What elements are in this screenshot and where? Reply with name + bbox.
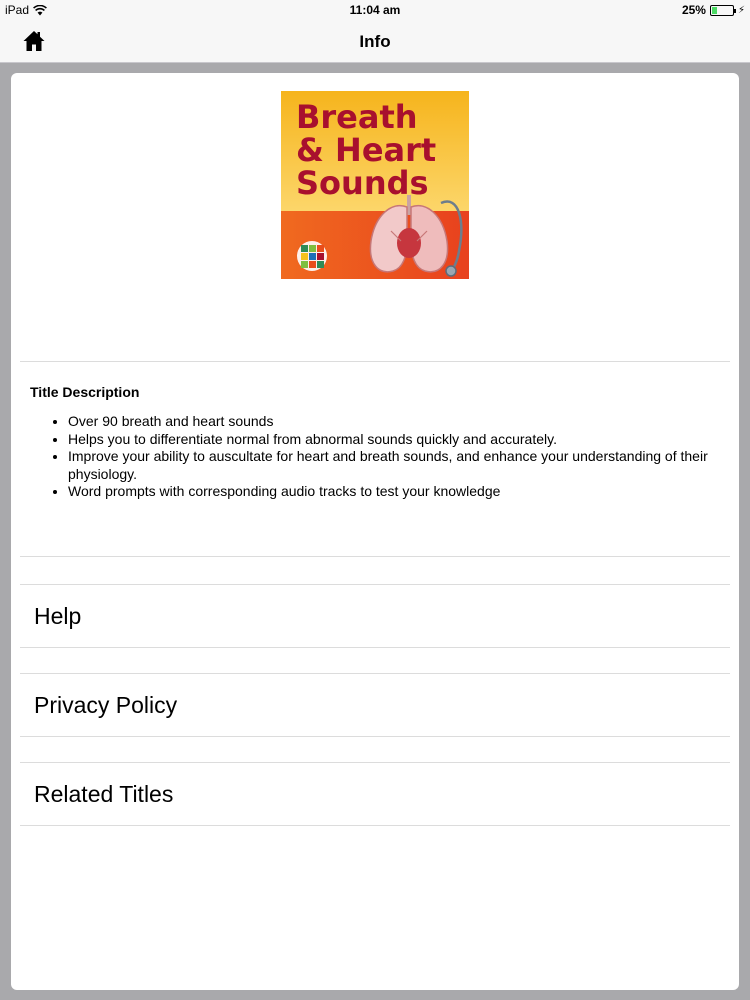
cover-title-line1: Breath: [296, 98, 418, 136]
page-title: Info: [359, 32, 391, 51]
divider: [20, 361, 730, 362]
help-label: Help: [34, 603, 82, 629]
status-right: [682, 3, 745, 17]
status-time: 11:04 am: [349, 3, 401, 17]
info-card: [11, 73, 739, 990]
description-list: [30, 413, 720, 501]
charging-icon: ⚡: [737, 4, 745, 16]
help-row[interactable]: [20, 584, 730, 648]
privacy-policy-row[interactable]: [20, 673, 730, 737]
device-name: iPad: [5, 3, 30, 17]
battery-percent: 25%: [681, 3, 706, 17]
cover-title-line3: Sounds: [296, 164, 429, 202]
description-heading: Title Description: [30, 384, 140, 400]
cover-art: [281, 91, 469, 279]
cover-title-line2: & Heart: [296, 131, 437, 169]
description-item: • Over 90 breath and heart sounds: [68, 413, 720, 431]
privacy-policy-label: Privacy Policy: [34, 692, 178, 718]
status-bar: [0, 0, 750, 20]
battery-icon: [710, 5, 734, 16]
description-item: • Improve your ability to auscultate for heart and breath sounds, and enhance your understanding of their physiology.: [68, 448, 720, 483]
book-cover: [281, 91, 469, 279]
related-titles-row[interactable]: [20, 762, 730, 826]
related-titles-label: Related Titles: [34, 781, 174, 807]
description-item: • Helps you to differentiate normal from abnormal sounds quickly and accurately.: [68, 431, 720, 449]
divider: [20, 556, 730, 557]
publisher-logo: [297, 241, 327, 271]
navigation-bar: [0, 20, 750, 63]
description-item: • Word prompts with corresponding audio tracks to test your knowledge: [68, 483, 720, 501]
